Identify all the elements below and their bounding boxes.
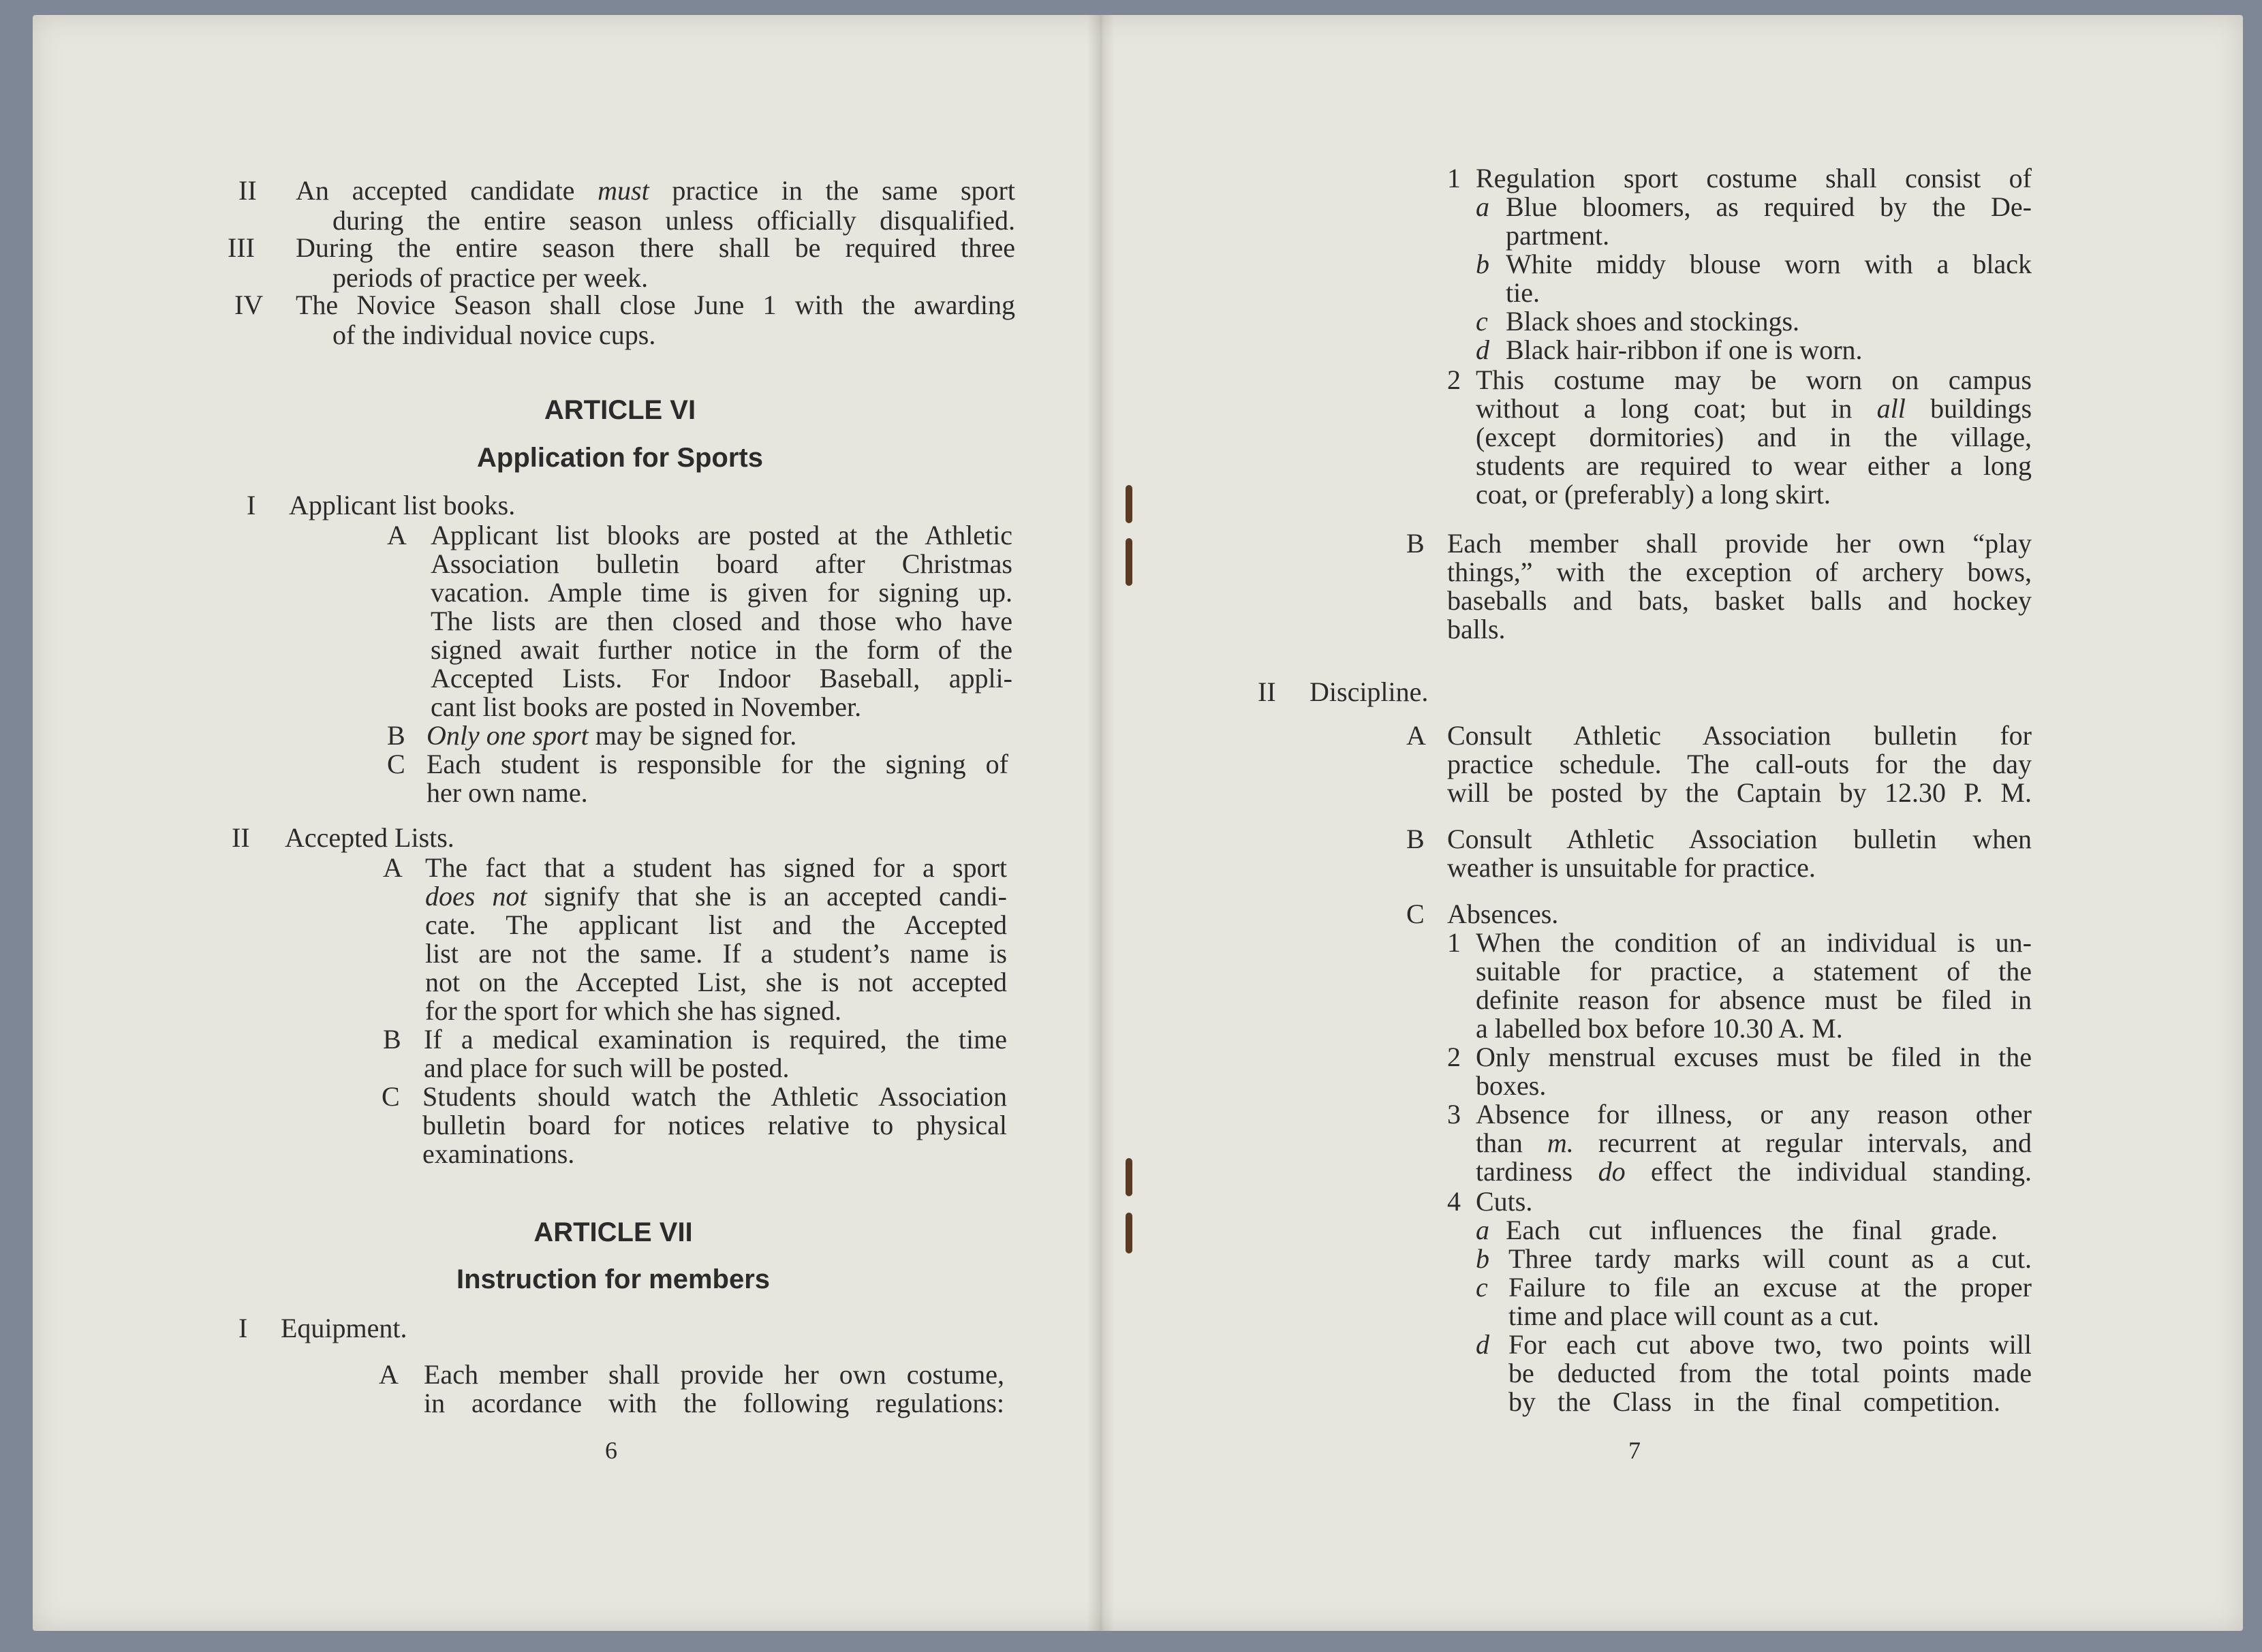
text-line: vacation. Ample time is given for signing up. [431,577,1012,608]
text-line: The Novice Season shall close June 1 with the awarding [296,290,1015,320]
text-line: periods of practice per week. [332,262,649,293]
text-line: Applicant list books. [289,490,516,520]
list-marker: 2 [1447,1042,1461,1072]
text-line: Only one sport may be signed for. [427,720,797,751]
article-vi-title: ARTICLE VI [544,395,696,425]
text-line: Accepted Lists. [285,822,454,853]
list-marker: II [1258,676,1276,707]
list-marker: 4 [1447,1186,1461,1217]
list-marker: A [379,1359,399,1390]
text-line: Each cut influences the final grade. [1506,1215,1998,1245]
list-marker: III [228,232,255,263]
page-number-7: 7 [1628,1437,1641,1464]
text-line: and place for such will be posted. [424,1053,790,1083]
text-line: This costume may be worn on campus [1476,364,2032,395]
text-line: suitable for practice, a statement of the [1476,956,2032,986]
article-vi-subtitle: Application for Sports [477,443,763,473]
text-line: in acordance with the following regulations: [424,1388,1004,1418]
text-line: For each cut above two, two points will [1508,1329,2032,1360]
text-line: balls. [1447,614,1506,644]
article-vii-subtitle: Instruction for members [456,1264,771,1294]
text-line: Three tardy marks will count as a cut. [1508,1243,2032,1274]
text-line: Absence for illness, or any reason other [1476,1099,2032,1129]
text-line: Failure to file an excuse at the proper [1508,1272,2032,1303]
text-line: definite reason for absence must be filed in [1476,984,2032,1015]
list-marker: 2 [1447,364,1461,395]
text-line: If a medical examination is required, the time [424,1024,1007,1055]
text-line: Discipline. [1310,676,1429,707]
text-line: Each member shall provide her own costume, [424,1359,1004,1390]
text-line: without a long coat; but in all buildings [1476,393,2032,424]
text-line: Equipment. [281,1313,407,1343]
text-line: during the entire season unless officially disqualified. [332,205,1015,236]
text-line: than m. recurrent at regular intervals, and [1476,1127,2032,1158]
text-line: When the condition of an individual is un- [1476,927,2032,958]
text-line: partment. [1506,220,1610,251]
text-line: The lists are then closed and those who have [431,606,1012,636]
list-marker: C [1406,899,1425,929]
list-marker: c [1476,1272,1488,1303]
text-line: not on the Accepted List, she is not accepted [425,967,1007,997]
text-line: Only menstrual excuses must be filed in the [1476,1042,2032,1072]
list-marker: b [1476,249,1489,279]
text-line: coat, or (preferably) a long skirt. [1476,479,1831,510]
text-line: Each student is responsible for the signing of [427,749,1008,779]
list-marker: a [1476,191,1489,222]
article-vii-title: ARTICLE VII [533,1217,693,1247]
text-line: During the entire season there shall be required three [296,232,1015,263]
page-number-6: 6 [605,1437,617,1464]
text-line: The fact that a student has signed for a sport [425,852,1007,883]
list-marker: a [1476,1215,1489,1245]
list-marker: 1 [1447,927,1461,958]
text-line: Applicant list blooks are posted at the Athletic [431,520,1012,550]
text-line: by the Class in the final competition. [1508,1386,2000,1417]
list-marker: C [382,1081,400,1112]
list-marker: d [1476,334,1489,365]
text-line: Consult Athletic Association bulletin when [1447,824,2032,854]
text-line: Students should watch the Athletic Association [422,1081,1007,1112]
text-line: bulletin board for notices relative to physical [422,1110,1007,1140]
text-line: a labelled box before 10.30 A. M. [1476,1013,1843,1044]
list-marker: A [1406,720,1426,751]
text-line: for the sport for which she has signed. [425,995,841,1026]
text-line: practice schedule. The call-outs for the day [1447,749,2032,779]
text-line: cant list books are posted in November. [431,691,862,722]
list-marker: I [238,1313,248,1343]
text-line: of the individual novice cups. [332,320,656,350]
list-marker: A [387,520,407,550]
text-line: will be posted by the Captain by 12.30 P. M. [1447,777,2032,808]
text-line: time and place will count as a cut. [1508,1300,1880,1331]
text-line: Black hair-ribbon if one is worn. [1506,334,1863,365]
list-marker: b [1476,1243,1489,1274]
text-line: tardiness do effect the individual standing. [1476,1156,2032,1187]
list-marker: 1 [1447,163,1461,193]
list-marker: I [247,490,256,520]
text-line: her own name. [427,777,588,808]
list-marker: c [1476,306,1488,337]
text-line: (except dormitories) and in the village, [1476,422,2032,452]
list-marker: II [238,175,257,206]
text-line: Each member shall provide her own “play [1447,528,2032,559]
text-line: Accepted Lists. For Indoor Baseball, appli- [431,663,1012,693]
text-line: things,” with the exception of archery bows, [1447,557,2032,587]
text-line: be deducted from the total points made [1508,1358,2032,1388]
list-marker: B [1406,824,1425,854]
list-marker: d [1476,1329,1489,1360]
text-line: signed await further notice in the form of the [431,634,1012,665]
text-line: tie. [1506,277,1540,308]
text-line: cate. The applicant list and the Accepted [425,909,1007,940]
text-line: Association bulletin board after Christmas [431,548,1012,579]
text-line: baseballs and bats, basket balls and hockey [1447,585,2032,616]
list-marker: II [232,822,250,853]
text-line: weather is unsuitable for practice. [1447,852,1816,883]
text-line: examinations. [422,1138,575,1169]
list-marker: B [387,720,405,751]
text-line: An accepted candidate must practice in the same sport [296,175,1015,206]
text-line: Regulation sport costume shall consist of [1476,163,2032,193]
list-marker: 3 [1447,1099,1461,1129]
text-line: White middy blouse worn with a black [1506,249,2032,279]
text-line: list are not the same. If a student’s name is [425,938,1007,969]
list-marker: IV [234,290,264,320]
text-line: boxes. [1476,1070,1547,1101]
list-marker: C [387,749,405,779]
list-marker: B [383,1024,401,1055]
text-line: Blue bloomers, as required by the De- [1506,191,2032,222]
text-line: Black shoes and stockings. [1506,306,1800,337]
list-marker: B [1406,528,1425,559]
text-line: students are required to wear either a long [1476,450,2032,481]
text-line: Consult Athletic Association bulletin for [1447,720,2032,751]
text-line: Absences. [1447,899,1559,929]
text-line: Cuts. [1476,1186,1533,1217]
list-marker: A [383,852,403,883]
text-line: does not signify that she is an accepted candi- [425,881,1007,911]
